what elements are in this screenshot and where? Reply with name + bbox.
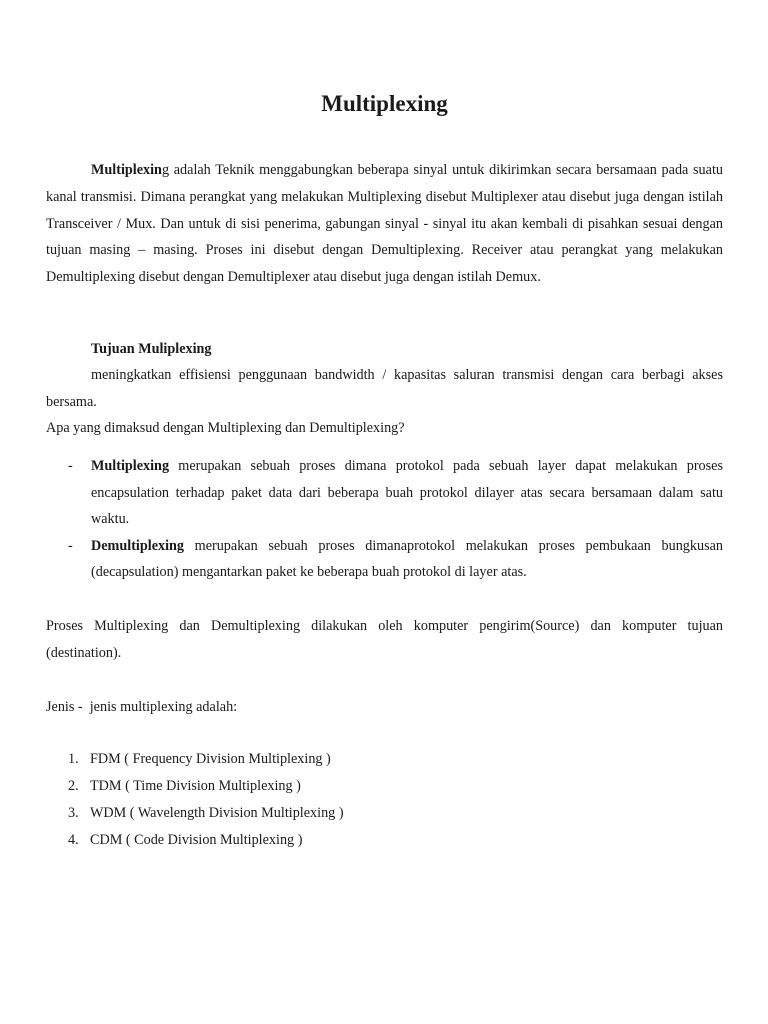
tujuan-heading: Tujuan Muliplexing [91,341,212,357]
list-item-label: FDM ( Frequency Division Multiplexing ) [90,751,331,767]
list-item [46,533,723,586]
bullet-term: Multiplexing [91,458,170,474]
bullet-text: merupakan sebuah proses dimana protokol pada sebuah layer dapat melakukan proses encapsulation terhadap paket data dari beberapa buah protokol dilayer atas secara bersamaan dalam satu waktu. [91,458,723,528]
tujuan-paragraph: meningkatkan effisiensi penggunaan bandwidth / kapasitas saluran transmisi dengan cara berbagi akses bersama. [46,367,723,410]
list-item [46,773,344,800]
list-item [46,746,344,773]
bullet-dash: - [68,458,73,474]
intro-bold-lead: Multiplexin [91,162,162,178]
question-line: Apa yang dimaksud dengan Multiplexing dan Demultiplexing? [46,420,405,436]
list-item-label: WDM ( Wavelength Division Multiplexing ) [90,805,344,821]
list-marker: 2. [68,778,79,794]
definition-list [46,453,723,586]
bullet-dash: - [68,537,73,554]
intro-paragraph [46,157,723,291]
intro-lead-tail: g [161,162,170,178]
list-marker: 3. [68,805,79,821]
list-item [46,453,723,533]
list-marker: 4. [68,832,79,848]
list-item [46,800,344,827]
bullet-term: Demultiplexing [91,537,185,554]
list-item-label: CDM ( Code Division Multiplexing ) [90,832,303,848]
list-marker: 1. [68,751,79,767]
proses-paragraph: Proses Multiplexing dan Demultiplexing dilakukan oleh komputer pengirim(Source) dan komputer tujuan (destination). [46,618,723,661]
document-title: Multiplexing [321,91,448,116]
jenis-list [46,746,344,854]
list-item [46,827,344,854]
bullet-text: merupakan sebuah proses dimanaprotokol melakukan proses pembukaan bungkusan (decapsulation) mengantarkan paket ke beberapa buah protokol di layer atas. [91,537,723,581]
list-item-label: TDM ( Time Division Multiplexing ) [90,778,301,794]
jenis-heading: Jenis - jenis multiplexing adalah: [46,699,238,715]
intro-text: adalah Teknik menggabungkan beberapa sinyal untuk dikirimkan secara bersamaan pada suatu kanal transmisi. Dimana perangkat yang melakukan Multiplexing disebut Multiplexer atau disebut juga dengan istilah Transceiver / Mux. Dan untuk di sisi penerima, gabungan sinyal - sinyal itu akan kembali di pisahkan sesuai dengan tujuan masing – masing. Proses ini disebut dengan Demultiplexing. Receiver atau perangkat yang melakukan Demultiplexing disebut dengan Demultiplexer atau disebut juga dengan istilah Demux. [46,162,723,286]
